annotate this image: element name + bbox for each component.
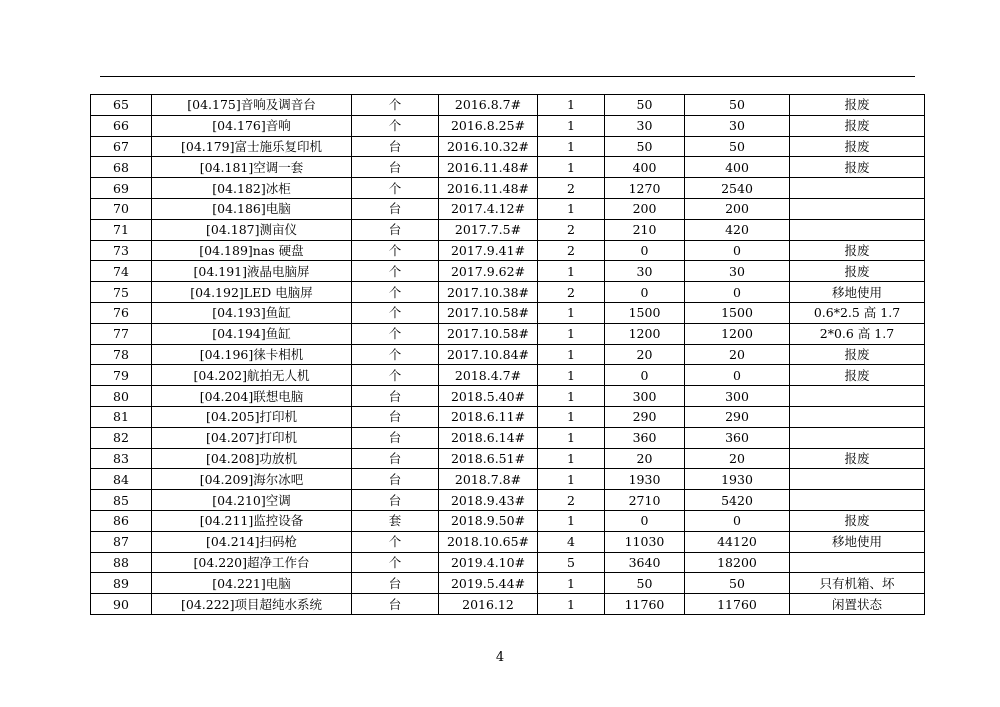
unit-price-cell: 1930 <box>605 469 685 490</box>
row-number-cell: 67 <box>91 136 152 157</box>
remark-cell: 2*0.6 高 1.7 <box>790 323 925 344</box>
remark-cell: 报废 <box>790 95 925 116</box>
unit-cell: 台 <box>352 386 439 407</box>
unit-price-cell: 200 <box>605 198 685 219</box>
unit-cell: 台 <box>352 406 439 427</box>
table-row <box>91 427 925 448</box>
quantity-cell: 2 <box>538 490 605 511</box>
quantity-cell: 1 <box>538 594 605 615</box>
item-name-cell: [04.220]超净工作台 <box>152 552 352 573</box>
row-number-cell: 81 <box>91 406 152 427</box>
remark-cell: 报废 <box>790 365 925 386</box>
unit-price-cell: 400 <box>605 157 685 178</box>
remark-cell: 报废 <box>790 261 925 282</box>
unit-cell: 台 <box>352 136 439 157</box>
table-row <box>91 573 925 594</box>
unit-cell: 台 <box>352 490 439 511</box>
amount-cell: 5420 <box>685 490 790 511</box>
code-cell: 2017.9.62# <box>439 261 538 282</box>
table-row <box>91 365 925 386</box>
row-number-cell: 69 <box>91 178 152 199</box>
code-cell: 2017.10.38# <box>439 282 538 303</box>
remark-cell: 报废 <box>790 136 925 157</box>
code-cell: 2018.5.40# <box>439 386 538 407</box>
unit-price-cell: 30 <box>605 261 685 282</box>
quantity-cell: 2 <box>538 178 605 199</box>
table-row <box>91 178 925 199</box>
remark-cell <box>790 198 925 219</box>
amount-cell: 18200 <box>685 552 790 573</box>
table-row <box>91 136 925 157</box>
unit-cell: 台 <box>352 448 439 469</box>
unit-cell: 个 <box>352 178 439 199</box>
remark-cell <box>790 386 925 407</box>
code-cell: 2016.10.32# <box>439 136 538 157</box>
unit-price-cell: 50 <box>605 95 685 116</box>
unit-price-cell: 30 <box>605 115 685 136</box>
row-number-cell: 83 <box>91 448 152 469</box>
unit-cell: 台 <box>352 594 439 615</box>
amount-cell: 400 <box>685 157 790 178</box>
quantity-cell: 1 <box>538 261 605 282</box>
table-row <box>91 261 925 282</box>
quantity-cell: 1 <box>538 510 605 531</box>
remark-cell: 报废 <box>790 240 925 261</box>
code-cell: 2017.10.58# <box>439 302 538 323</box>
item-name-cell: [04.214]扫码枪 <box>152 531 352 552</box>
table-row <box>91 594 925 615</box>
amount-cell: 420 <box>685 219 790 240</box>
code-cell: 2018.10.65# <box>439 531 538 552</box>
quantity-cell: 1 <box>538 448 605 469</box>
code-cell: 2016.8.7# <box>439 95 538 116</box>
item-name-cell: [04.204]联想电脑 <box>152 386 352 407</box>
item-name-cell: [04.207]打印机 <box>152 427 352 448</box>
remark-cell <box>790 427 925 448</box>
unit-cell: 个 <box>352 282 439 303</box>
unit-price-cell: 20 <box>605 344 685 365</box>
item-name-cell: [04.202]航拍无人机 <box>152 365 352 386</box>
table-row <box>91 490 925 511</box>
row-number-cell: 68 <box>91 157 152 178</box>
amount-cell: 11760 <box>685 594 790 615</box>
amount-cell: 50 <box>685 136 790 157</box>
remark-cell <box>790 178 925 199</box>
quantity-cell: 2 <box>538 240 605 261</box>
amount-cell: 50 <box>685 573 790 594</box>
unit-price-cell: 11760 <box>605 594 685 615</box>
code-cell: 2017.10.84# <box>439 344 538 365</box>
unit-cell: 套 <box>352 510 439 531</box>
code-cell: 2018.9.50# <box>439 510 538 531</box>
code-cell: 2016.12 <box>439 594 538 615</box>
item-name-cell: [04.179]富士施乐复印机 <box>152 136 352 157</box>
table-row <box>91 240 925 261</box>
unit-price-cell: 300 <box>605 386 685 407</box>
amount-cell: 44120 <box>685 531 790 552</box>
item-name-cell: [04.208]功放机 <box>152 448 352 469</box>
table-row <box>91 531 925 552</box>
item-name-cell: [04.193]鱼缸 <box>152 302 352 323</box>
row-number-cell: 82 <box>91 427 152 448</box>
remark-cell <box>790 406 925 427</box>
unit-cell: 台 <box>352 469 439 490</box>
remark-cell: 移地使用 <box>790 282 925 303</box>
remark-cell <box>790 490 925 511</box>
amount-cell: 0 <box>685 240 790 261</box>
row-number-cell: 77 <box>91 323 152 344</box>
remark-cell: 报废 <box>790 448 925 469</box>
amount-cell: 50 <box>685 95 790 116</box>
unit-price-cell: 1270 <box>605 178 685 199</box>
unit-price-cell: 3640 <box>605 552 685 573</box>
remark-cell: 报废 <box>790 157 925 178</box>
quantity-cell: 1 <box>538 365 605 386</box>
quantity-cell: 1 <box>538 302 605 323</box>
item-name-cell: [04.196]徕卡相机 <box>152 344 352 365</box>
remark-cell: 只有机箱、坏 <box>790 573 925 594</box>
unit-price-cell: 0 <box>605 240 685 261</box>
unit-cell: 台 <box>352 219 439 240</box>
item-name-cell: [04.191]液晶电脑屏 <box>152 261 352 282</box>
quantity-cell: 1 <box>538 469 605 490</box>
page-number: 4 <box>495 650 505 665</box>
row-number-cell: 80 <box>91 386 152 407</box>
item-name-cell: [04.186]电脑 <box>152 198 352 219</box>
code-cell: 2016.11.48# <box>439 157 538 178</box>
unit-price-cell: 50 <box>605 136 685 157</box>
unit-price-cell: 0 <box>605 510 685 531</box>
table-row <box>91 448 925 469</box>
code-cell: 2018.4.7# <box>439 365 538 386</box>
remark-cell <box>790 219 925 240</box>
code-cell: 2017.7.5# <box>439 219 538 240</box>
table-row <box>91 302 925 323</box>
amount-cell: 290 <box>685 406 790 427</box>
code-cell: 2018.6.11# <box>439 406 538 427</box>
code-cell: 2018.6.51# <box>439 448 538 469</box>
remark-cell <box>790 552 925 573</box>
row-number-cell: 78 <box>91 344 152 365</box>
amount-cell: 30 <box>685 261 790 282</box>
amount-cell: 30 <box>685 115 790 136</box>
amount-cell: 20 <box>685 448 790 469</box>
unit-cell: 台 <box>352 427 439 448</box>
row-number-cell: 85 <box>91 490 152 511</box>
row-number-cell: 65 <box>91 95 152 116</box>
unit-cell: 个 <box>352 344 439 365</box>
unit-price-cell: 210 <box>605 219 685 240</box>
item-name-cell: [04.176]音响 <box>152 115 352 136</box>
header-rule <box>100 76 915 77</box>
unit-cell: 个 <box>352 365 439 386</box>
code-cell: 2016.11.48# <box>439 178 538 199</box>
table-row <box>91 469 925 490</box>
table-row <box>91 386 925 407</box>
amount-cell: 1500 <box>685 302 790 323</box>
amount-cell: 1930 <box>685 469 790 490</box>
item-name-cell: [04.205]打印机 <box>152 406 352 427</box>
row-number-cell: 87 <box>91 531 152 552</box>
quantity-cell: 1 <box>538 198 605 219</box>
item-name-cell: [04.222]项目超纯水系统 <box>152 594 352 615</box>
asset-table <box>90 94 925 615</box>
code-cell: 2017.10.58# <box>439 323 538 344</box>
item-name-cell: [04.221]电脑 <box>152 573 352 594</box>
row-number-cell: 73 <box>91 240 152 261</box>
item-name-cell: [04.211]监控设备 <box>152 510 352 531</box>
quantity-cell: 5 <box>538 552 605 573</box>
unit-cell: 个 <box>352 302 439 323</box>
row-number-cell: 66 <box>91 115 152 136</box>
quantity-cell: 4 <box>538 531 605 552</box>
code-cell: 2019.4.10# <box>439 552 538 573</box>
row-number-cell: 71 <box>91 219 152 240</box>
item-name-cell: [04.192]LED 电脑屏 <box>152 282 352 303</box>
quantity-cell: 1 <box>538 136 605 157</box>
amount-cell: 2540 <box>685 178 790 199</box>
quantity-cell: 1 <box>538 344 605 365</box>
unit-cell: 个 <box>352 95 439 116</box>
unit-price-cell: 2710 <box>605 490 685 511</box>
code-cell: 2017.4.12# <box>439 198 538 219</box>
code-cell: 2018.7.8# <box>439 469 538 490</box>
unit-cell: 个 <box>352 240 439 261</box>
remark-cell: 报废 <box>790 344 925 365</box>
table-row <box>91 95 925 116</box>
table-row <box>91 552 925 573</box>
unit-cell: 台 <box>352 198 439 219</box>
amount-cell: 0 <box>685 510 790 531</box>
row-number-cell: 86 <box>91 510 152 531</box>
row-number-cell: 70 <box>91 198 152 219</box>
quantity-cell: 1 <box>538 406 605 427</box>
code-cell: 2016.8.25# <box>439 115 538 136</box>
remark-cell: 报废 <box>790 115 925 136</box>
table-row <box>91 115 925 136</box>
item-name-cell: [04.181]空调一套 <box>152 157 352 178</box>
item-name-cell: [04.194]鱼缸 <box>152 323 352 344</box>
remark-cell: 0.6*2.5 高 1.7 <box>790 302 925 323</box>
unit-price-cell: 290 <box>605 406 685 427</box>
unit-price-cell: 11030 <box>605 531 685 552</box>
code-cell: 2018.6.14# <box>439 427 538 448</box>
unit-price-cell: 0 <box>605 365 685 386</box>
quantity-cell: 1 <box>538 95 605 116</box>
row-number-cell: 79 <box>91 365 152 386</box>
unit-cell: 台 <box>352 573 439 594</box>
row-number-cell: 74 <box>91 261 152 282</box>
unit-cell: 个 <box>352 531 439 552</box>
code-cell: 2018.9.43# <box>439 490 538 511</box>
remark-cell: 移地使用 <box>790 531 925 552</box>
table-row <box>91 406 925 427</box>
item-name-cell: [04.182]冰柜 <box>152 178 352 199</box>
unit-cell: 个 <box>352 323 439 344</box>
amount-cell: 0 <box>685 282 790 303</box>
table-row <box>91 510 925 531</box>
quantity-cell: 1 <box>538 386 605 407</box>
unit-cell: 个 <box>352 552 439 573</box>
item-name-cell: [04.189]nas 硬盘 <box>152 240 352 261</box>
amount-cell: 300 <box>685 386 790 407</box>
item-name-cell: [04.175]音响及调音台 <box>152 95 352 116</box>
quantity-cell: 2 <box>538 219 605 240</box>
unit-price-cell: 1500 <box>605 302 685 323</box>
row-number-cell: 84 <box>91 469 152 490</box>
table-row <box>91 198 925 219</box>
table-row <box>91 219 925 240</box>
unit-price-cell: 50 <box>605 573 685 594</box>
amount-cell: 1200 <box>685 323 790 344</box>
row-number-cell: 89 <box>91 573 152 594</box>
row-number-cell: 75 <box>91 282 152 303</box>
table-row <box>91 157 925 178</box>
table-row <box>91 344 925 365</box>
code-cell: 2019.5.44# <box>439 573 538 594</box>
row-number-cell: 88 <box>91 552 152 573</box>
quantity-cell: 1 <box>538 573 605 594</box>
unit-price-cell: 20 <box>605 448 685 469</box>
unit-price-cell: 1200 <box>605 323 685 344</box>
amount-cell: 200 <box>685 198 790 219</box>
table-row <box>91 282 925 303</box>
row-number-cell: 90 <box>91 594 152 615</box>
remark-cell: 报废 <box>790 510 925 531</box>
unit-cell: 个 <box>352 261 439 282</box>
unit-cell: 台 <box>352 157 439 178</box>
remark-cell: 闲置状态 <box>790 594 925 615</box>
row-number-cell: 76 <box>91 302 152 323</box>
code-cell: 2017.9.41# <box>439 240 538 261</box>
amount-cell: 360 <box>685 427 790 448</box>
table-body <box>91 95 925 615</box>
unit-cell: 个 <box>352 115 439 136</box>
item-name-cell: [04.209]海尔冰吧 <box>152 469 352 490</box>
quantity-cell: 2 <box>538 282 605 303</box>
item-name-cell: [04.210]空调 <box>152 490 352 511</box>
quantity-cell: 1 <box>538 427 605 448</box>
unit-price-cell: 360 <box>605 427 685 448</box>
table-row <box>91 323 925 344</box>
quantity-cell: 1 <box>538 323 605 344</box>
remark-cell <box>790 469 925 490</box>
item-name-cell: [04.187]测亩仪 <box>152 219 352 240</box>
quantity-cell: 1 <box>538 115 605 136</box>
amount-cell: 20 <box>685 344 790 365</box>
unit-price-cell: 0 <box>605 282 685 303</box>
quantity-cell: 1 <box>538 157 605 178</box>
amount-cell: 0 <box>685 365 790 386</box>
